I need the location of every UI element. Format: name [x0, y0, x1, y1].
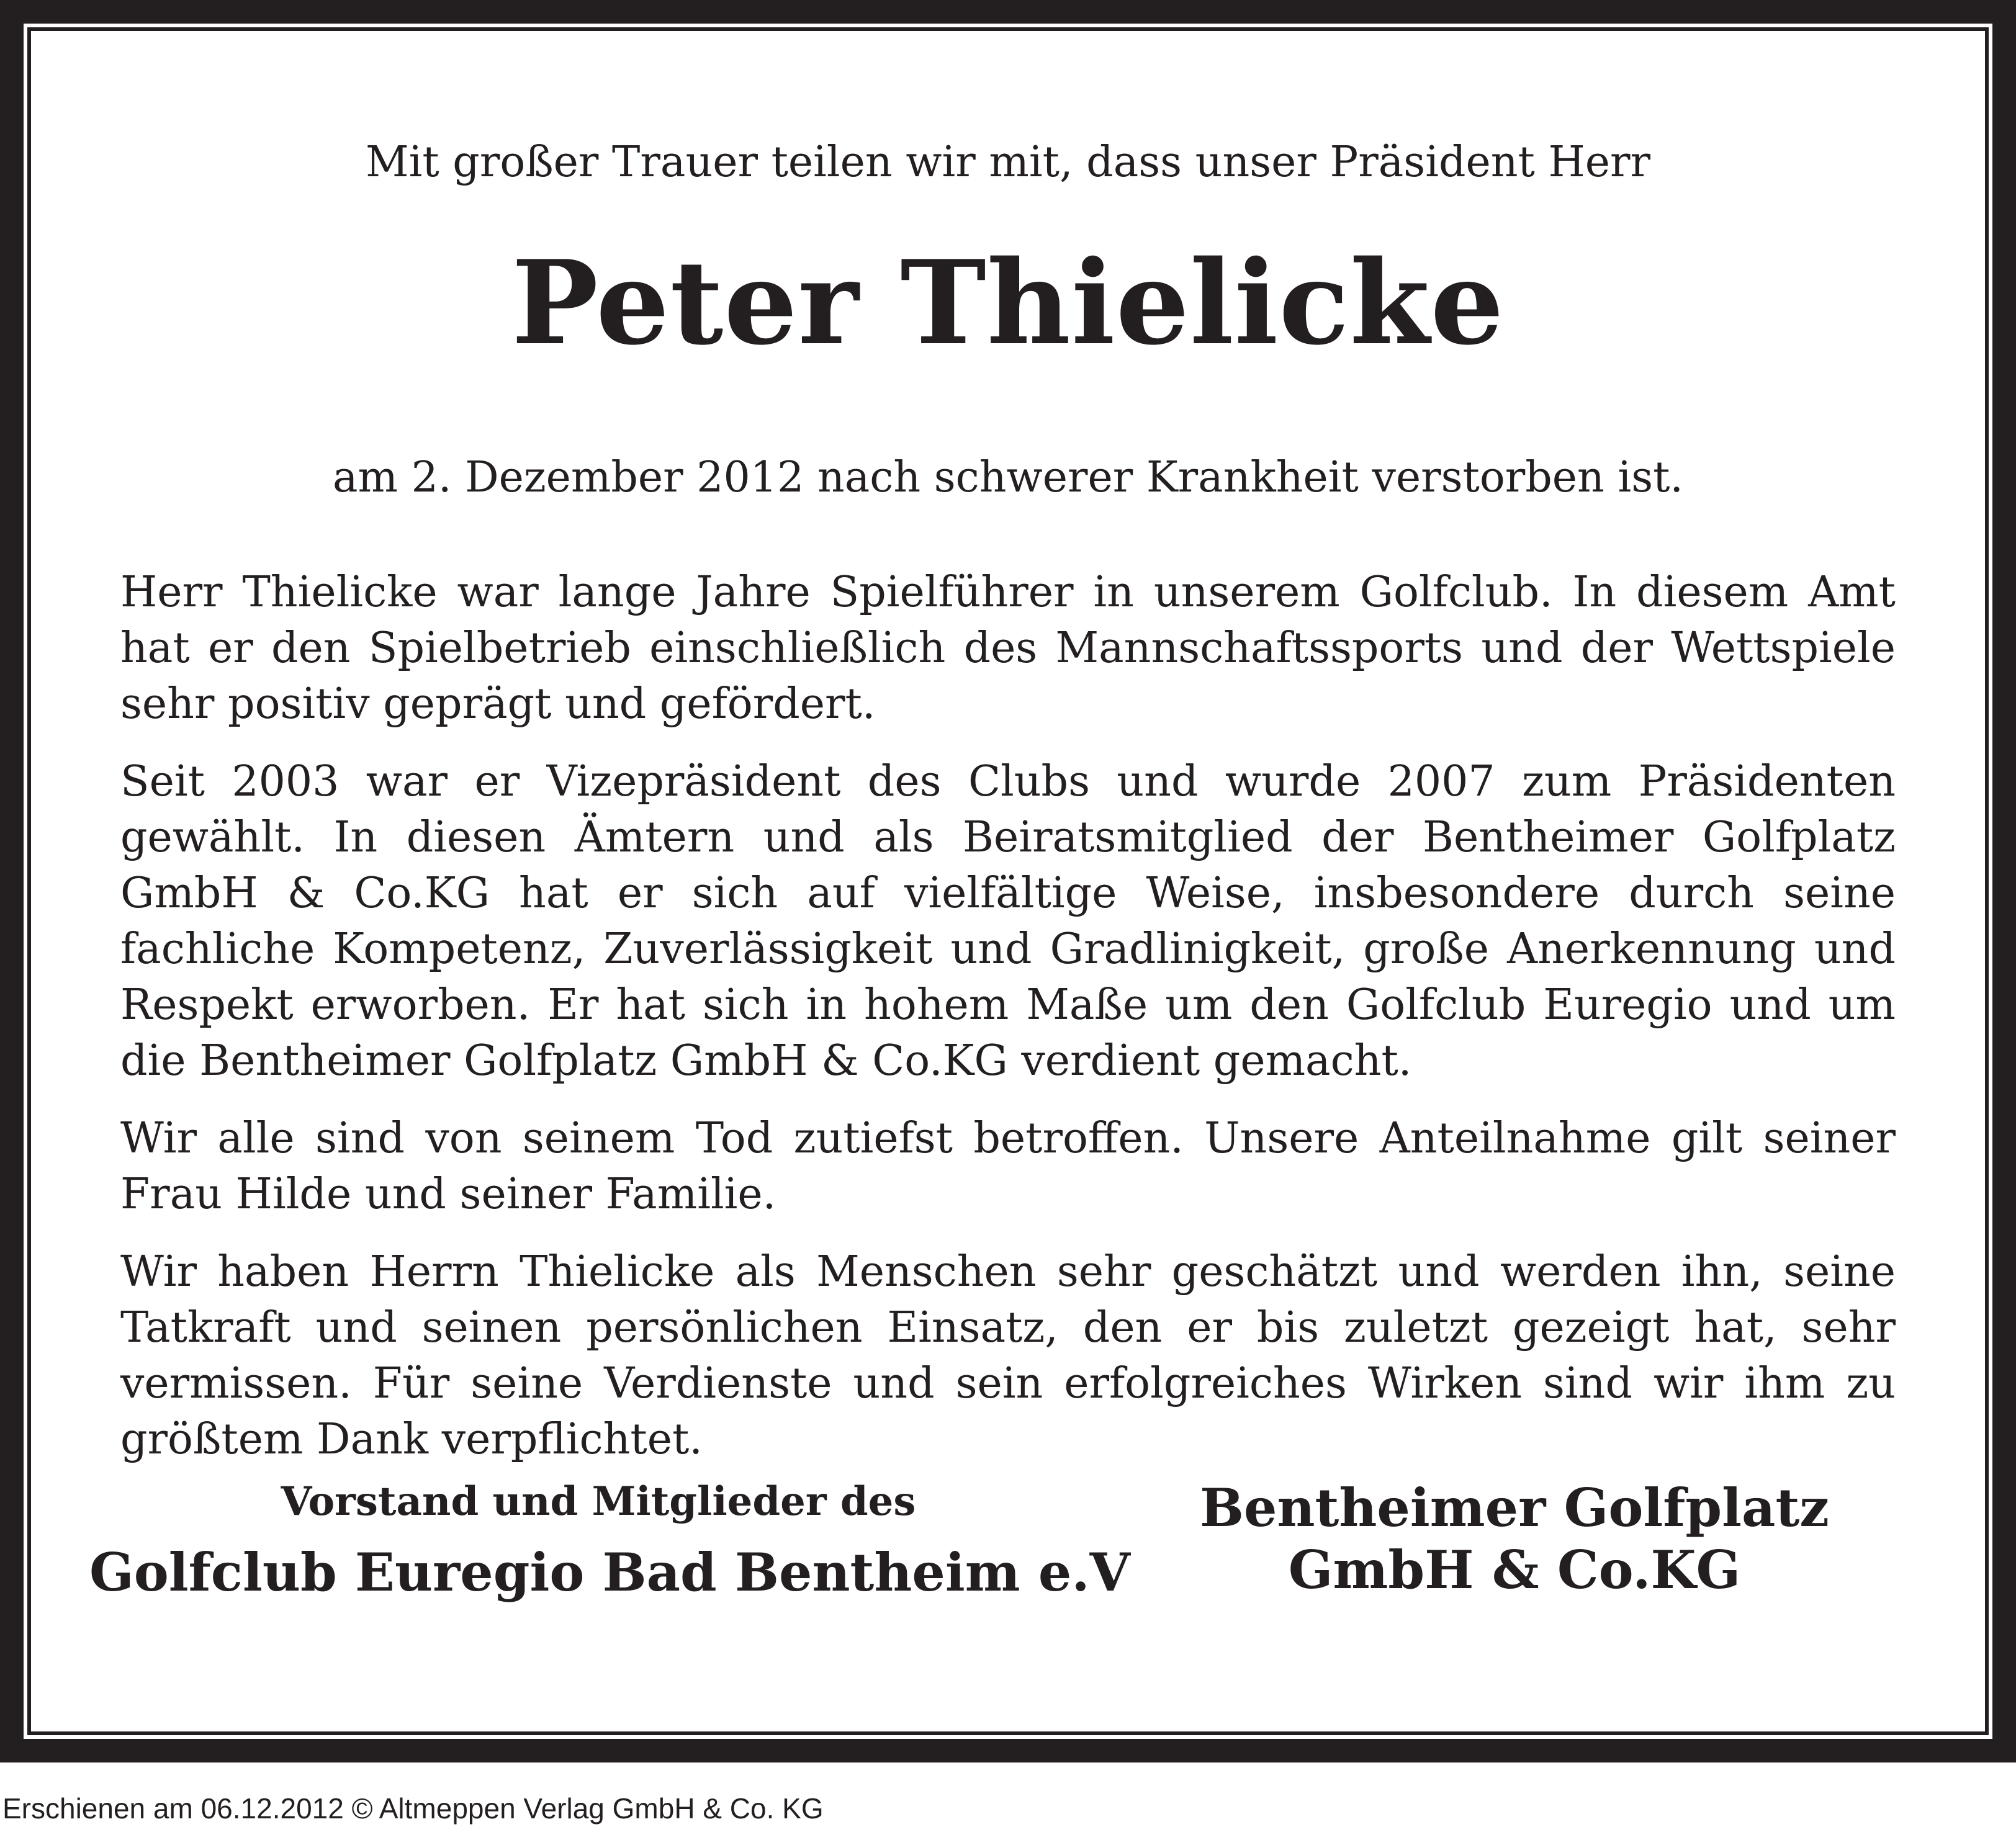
- signature-golfclub: [89, 1477, 1130, 1604]
- body-paragraph: Herr Thielicke war lange Jahre Spielführer in unserem Golfclub. In diesem Amt hat er den Spielbetrieb einschließlich des Mannschaftssports und der Wettspiele sehr positiv geprägt und gefördert.: [120, 568, 1896, 729]
- death-line: am 2. Dezember 2012 nach schwerer Krankheit verstorben ist.: [332, 453, 1684, 502]
- notice-body: [120, 565, 1896, 1489]
- body-paragraph: Seit 2003 war er Vizepräsident des Clubs und wurde 2007 zum Präsidenten gewählt. In diesen Ämtern und als Beiratsmitglied der Bentheimer Golfplatz GmbH & Co.KG hat er sich auf vielfältige Weise, insbesondere durch seine fachliche Kompetenz, Zuverlässigkeit und Gradlinigkeit, große Anerkennung und Respekt erworben. Er hat sich in hohem Maße um den Golfclub Euregio und um die Bentheimer Golfplatz GmbH & Co.KG verdient gemacht.: [120, 757, 1896, 1085]
- deceased-name: Peter Thielicke: [511, 235, 1505, 370]
- intro-line: Mit großer Trauer teilen wir mit, dass unser Präsident Herr: [365, 138, 1651, 187]
- signature-golfplatz: [1161, 1477, 1868, 1601]
- signature-golfclub-line1: Vorstand und Mitglieder des: [281, 1478, 916, 1525]
- signature-golfplatz-line2: GmbH & Co.KG: [1288, 1539, 1741, 1601]
- obituary-notice: [31, 31, 1985, 1731]
- body-paragraph: Wir alle sind von seinem Tod zutiefst betroffen. Unsere Anteilnahme gilt seiner Frau Hilde und seiner Familie.: [120, 1114, 1896, 1219]
- publication-footer: Erschienen am 06.12.2012 © Altmeppen Verlag GmbH & Co. KG: [2, 1792, 824, 1825]
- body-paragraph: Wir haben Herrn Thielicke als Menschen sehr geschätzt und werden ihn, seine Tatkraft und seinen persönlichen Einsatz, den er bis zuletzt gezeigt hat, sehr vermissen. Für seine Verdienste und sein erfolgreiches Wirken sind wir ihm zu größtem Dank verpflichtet.: [120, 1247, 1896, 1464]
- signature-golfclub-line2: Golfclub Euregio Bad Bentheim e.V: [89, 1542, 1130, 1603]
- signature-golfplatz-line1: Bentheimer Golfplatz: [1200, 1477, 1829, 1538]
